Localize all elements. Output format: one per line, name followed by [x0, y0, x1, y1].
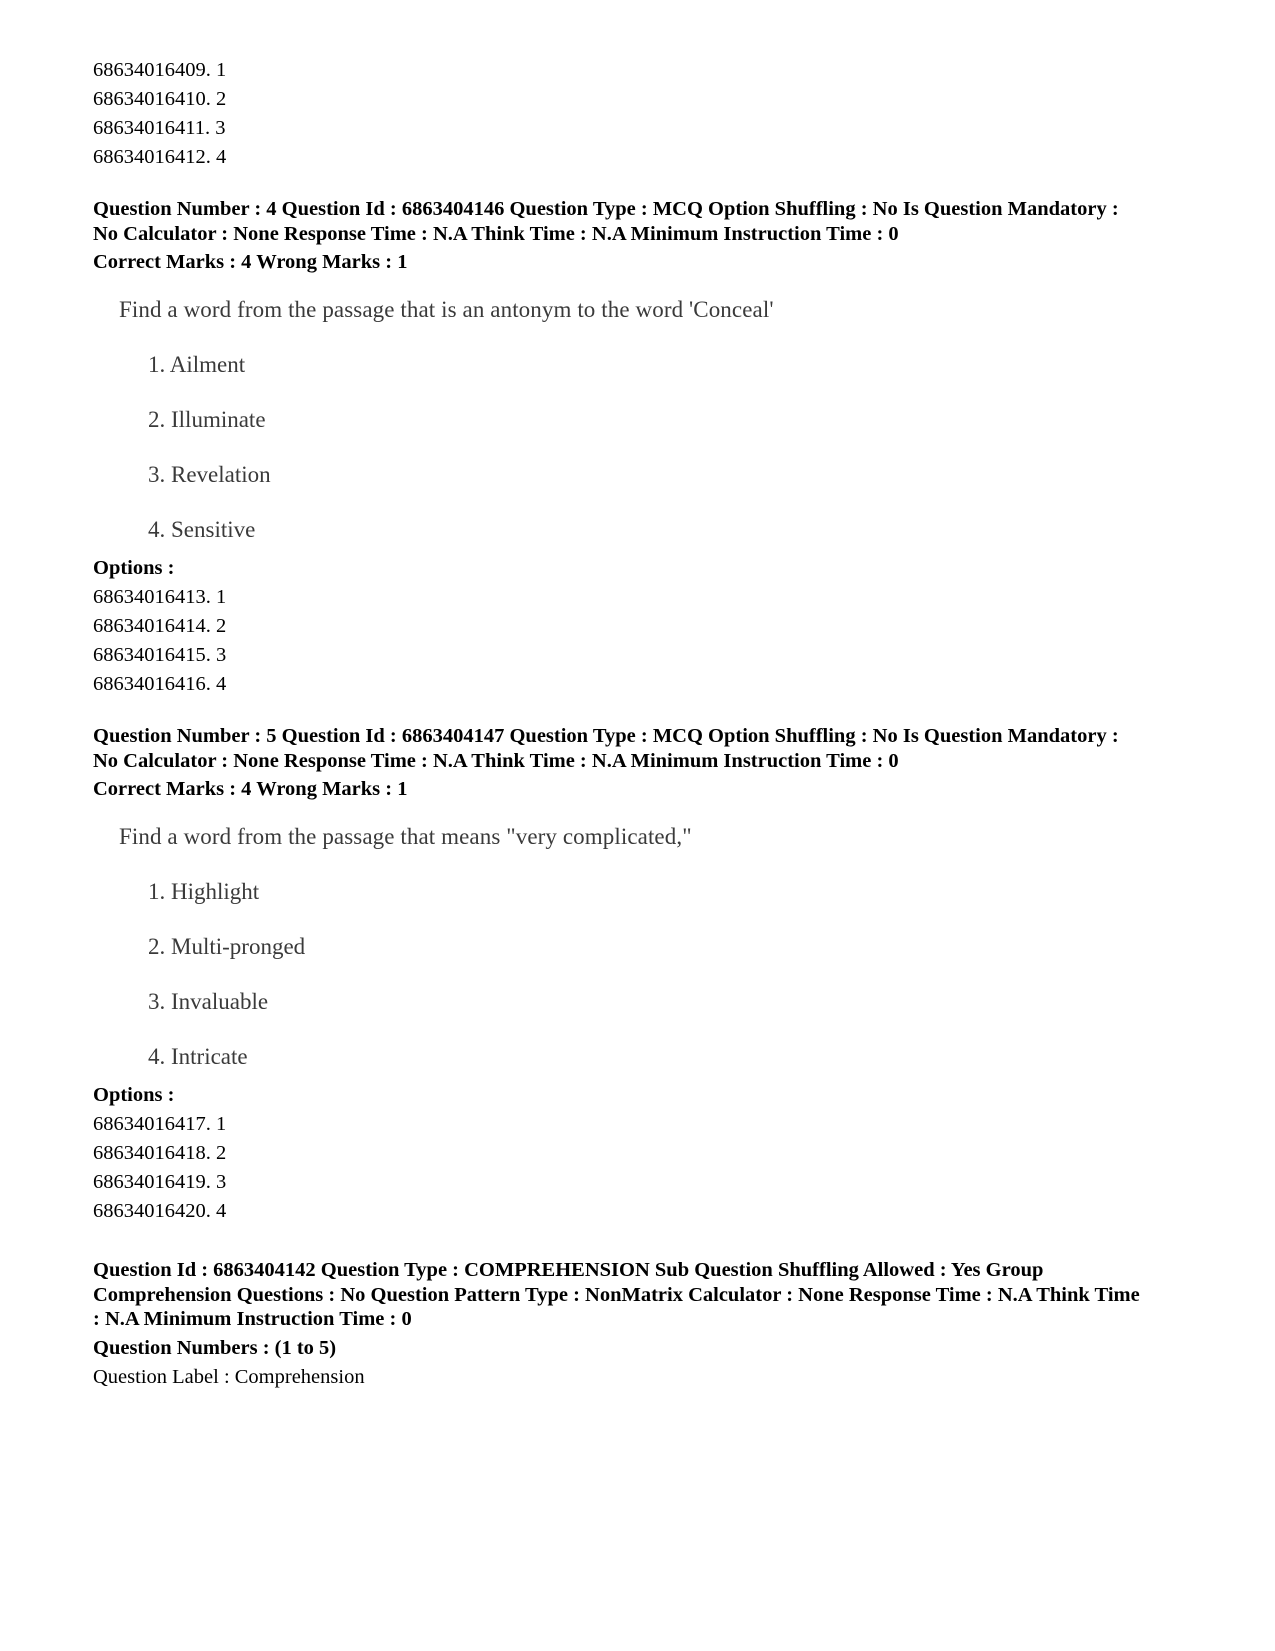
- option-line: 68634016416. 4: [93, 673, 227, 695]
- question-meta: Question Number : 5 Question Id : 6863404147 Question Type : MCQ Option Shuffling : No Is Question Mandatory : No Calculator : None Response Time : N.A Think Time : N.A Minimum Instruction Time : 0: [93, 725, 1119, 772]
- question-4-content: [119, 295, 1019, 545]
- question-4-header: [93, 197, 1203, 277]
- option-line: 68634016420. 4: [93, 1200, 227, 1222]
- question-meta: Question Number : 4 Question Id : 6863404146 Question Type : MCQ Option Shuffling : No Is Question Mandatory : No Calculator : None Response Time : N.A Think Time : N.A Minimum Instruction Time : 0: [93, 198, 1119, 245]
- question-marks: Correct Marks : 4 Wrong Marks : 1: [93, 778, 408, 800]
- comprehension-meta: Question Id : 6863404142 Question Type : COMPREHENSION Sub Question Shuffling Allowed : Yes Group Comprehension Questions : No Question Pattern Type : NonMatrix Calculator : None Response Time : N.A Think Time : N.A Minimum Instruction Time : 0: [93, 1259, 1140, 1330]
- option-line: 68634016415. 3: [93, 644, 227, 666]
- question-label: Question Label : Comprehension: [93, 1365, 365, 1388]
- question-5-options: [93, 1081, 1203, 1226]
- question-4-options: [93, 554, 1203, 699]
- option-line: 68634016419. 3: [93, 1171, 227, 1193]
- question-text: Find a word from the passage that is an antonym to the word 'Conceal': [119, 297, 774, 322]
- question-text: Find a word from the passage that means "very complicated,": [119, 824, 692, 849]
- choice-item: 1. Ailment: [148, 352, 246, 377]
- choice-item: 2. Multi-pronged: [148, 934, 306, 959]
- choice-item: 2. Illuminate: [148, 407, 266, 432]
- question-5-header: [93, 724, 1203, 804]
- option-line: 68634016409. 1: [93, 59, 227, 81]
- options-label: Options :: [93, 557, 175, 579]
- question-5-content: [119, 822, 1019, 1072]
- option-line: 68634016413. 1: [93, 586, 227, 608]
- choice-item: 1. Highlight: [148, 879, 260, 904]
- option-line: 68634016411. 3: [93, 117, 226, 139]
- question-marks: Correct Marks : 4 Wrong Marks : 1: [93, 251, 408, 273]
- choice-item: 3. Invaluable: [148, 989, 269, 1014]
- option-line: 68634016417. 1: [93, 1113, 227, 1135]
- choice-item: 3. Revelation: [148, 462, 271, 487]
- option-line: 68634016412. 4: [93, 146, 227, 168]
- options-label: Options :: [93, 1084, 175, 1106]
- option-line: 68634016418. 2: [93, 1142, 227, 1164]
- option-line: 68634016414. 2: [93, 615, 227, 637]
- choice-item: 4. Sensitive: [148, 517, 256, 542]
- question-numbers: Question Numbers : (1 to 5): [93, 1336, 337, 1359]
- choice-item: 4. Intricate: [148, 1044, 248, 1069]
- previous-options-list: [93, 56, 1203, 172]
- option-line: 68634016410. 2: [93, 88, 227, 110]
- comprehension-header: [93, 1258, 1203, 1392]
